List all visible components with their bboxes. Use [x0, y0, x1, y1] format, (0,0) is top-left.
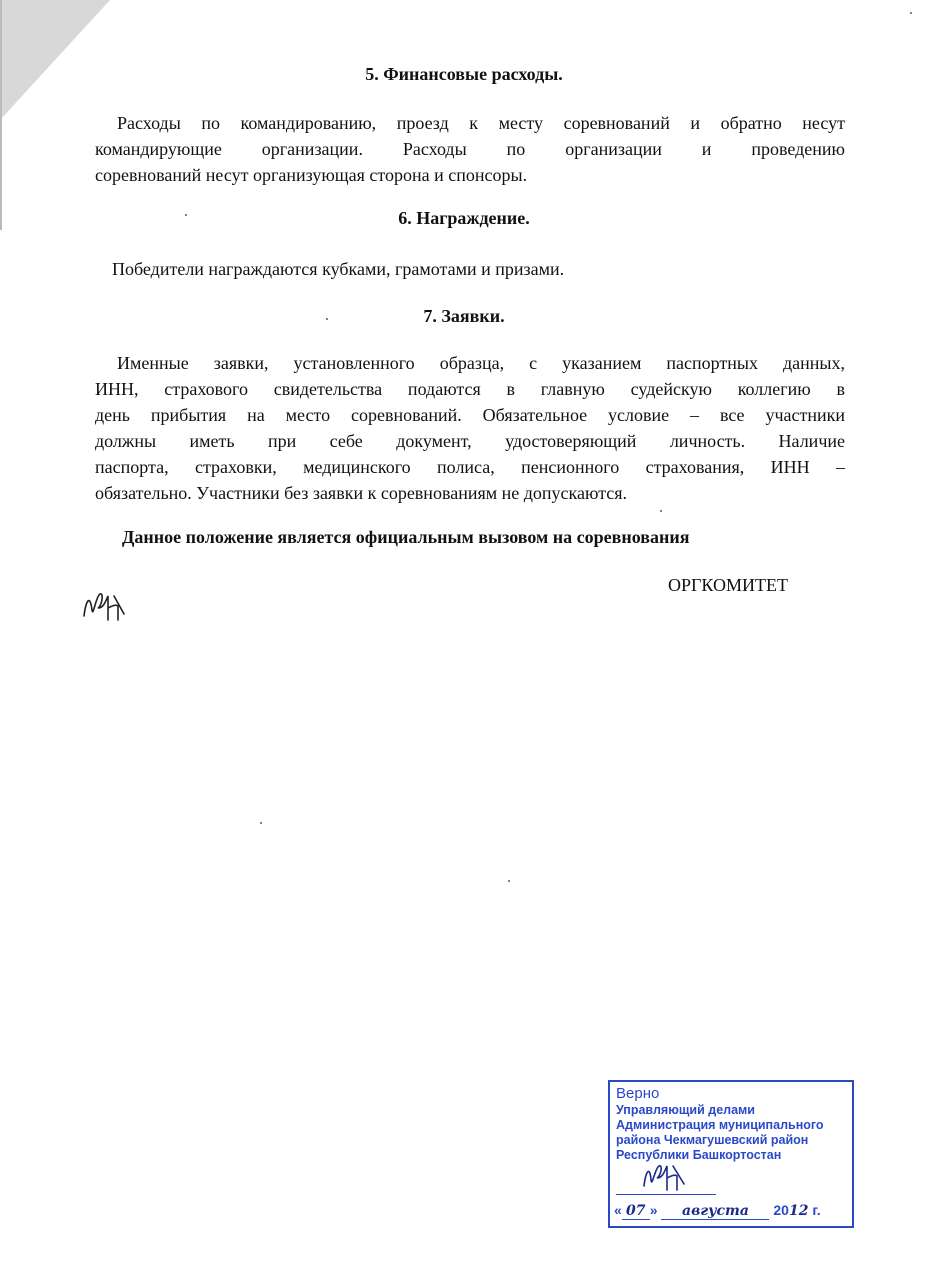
stamp-signature — [638, 1158, 688, 1194]
section-5-line: соревнований несут организующая сторона и спонсоры. — [95, 165, 528, 185]
page-corner-fold — [0, 0, 110, 120]
date-month: августа — [661, 1204, 769, 1220]
certification-stamp — [608, 1080, 854, 1228]
section-5-line: командирующие организации. Расходы по организации и проведению — [95, 139, 845, 159]
stamp-signature-line — [616, 1194, 716, 1195]
stamp-line: Администрация муниципального — [616, 1118, 824, 1132]
section-6-body: Победители награждаются кубками, грамотами и призами. — [112, 259, 565, 279]
section-7-line: ИНН, страхового свидетельства подаются в главную судейскую коллегию в — [95, 379, 845, 399]
section-7-title: 7. Заявки. — [423, 306, 505, 326]
stamp-line: Управляющий делами — [616, 1103, 755, 1117]
date-day: 07 — [622, 1204, 650, 1220]
date-open-quote: « — [614, 1202, 622, 1218]
section-7-body — [95, 350, 845, 506]
section-7-line: Именные заявки, установленного образца, с указанием паспортных данных, — [117, 353, 845, 373]
scan-speck — [508, 880, 510, 882]
signature-left — [80, 586, 128, 626]
section-7-line: день прибытия на место соревнований. Обязательное условие – все участники — [95, 405, 845, 425]
official-note: Данное положение является официальным вызовом на соревнования — [122, 527, 690, 547]
scan-speck — [260, 822, 262, 824]
section-6-title: 6. Награждение. — [398, 208, 530, 228]
section-7-line: обязательно. Участники без заявки к соревнованиям не допускаются. — [95, 483, 628, 503]
page-edge-shadow — [0, 0, 2, 230]
scan-speck — [660, 510, 662, 512]
date-year-suffix: 12 — [788, 1203, 809, 1219]
orgcommittee-label: ОРГКОМИТЕТ — [668, 575, 788, 595]
stamp-line: Республики Башкортостан — [616, 1148, 782, 1162]
section-5-body — [95, 110, 845, 188]
section-7-line: паспорта, страховки, медицинского полиса, пенсионного страхования, ИНН – — [95, 457, 845, 477]
date-close-quote: » — [649, 1202, 658, 1218]
scan-speck — [185, 214, 187, 216]
section-7-line: должны иметь при себе документ, удостоверяющий личность. Наличие — [95, 431, 845, 451]
date-year-end: г. — [812, 1202, 821, 1218]
date-year-prefix: 20 — [773, 1202, 789, 1218]
stamp-line: района Чекмагушевский район — [616, 1133, 809, 1147]
section-5-title: 5. Финансовые расходы. — [365, 64, 563, 84]
stamp-verno: Верно — [616, 1085, 660, 1102]
scan-speck — [910, 12, 912, 14]
stamp-date — [614, 1203, 850, 1220]
scan-speck — [326, 318, 328, 320]
section-5-line: Расходы по командированию, проезд к месту соревнований и обратно несут — [117, 113, 845, 133]
